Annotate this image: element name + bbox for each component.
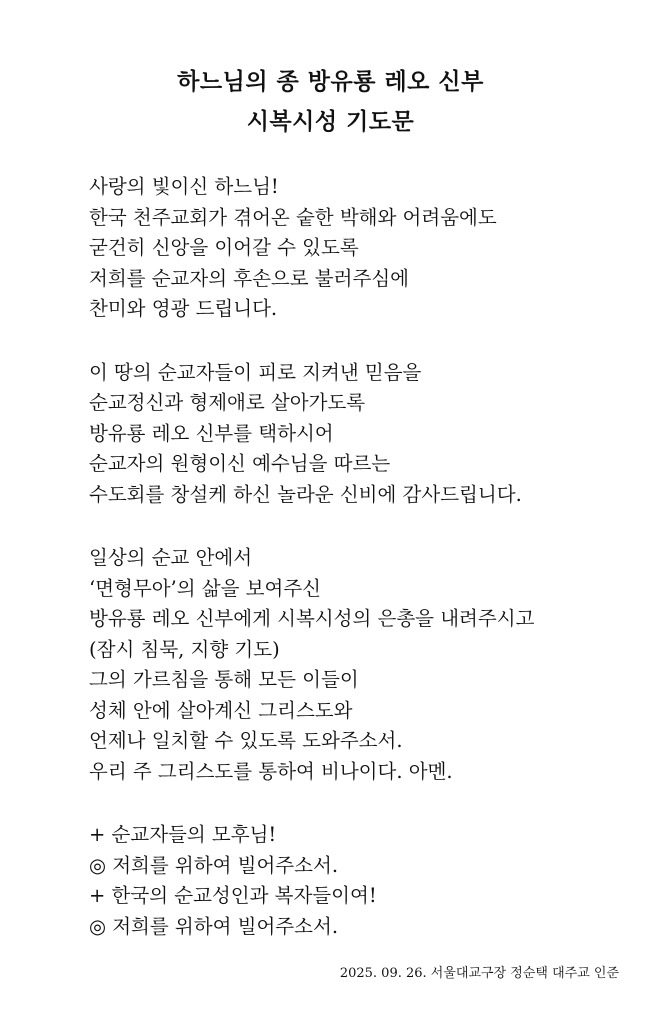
prayer-line: 사랑의 빛이신 하느님! (89, 175, 279, 198)
prayer-line: (잠시 침묵, 지향 기도) (89, 637, 280, 661)
stanza-1 (89, 172, 649, 325)
prayer-line: ◎ 저희를 위하여 빌어주소서. (89, 914, 339, 938)
prayer-line: ◎ 저희를 위하여 빌어주소서. (89, 853, 339, 877)
prayer-line: 방유룡 레오 신부를 택하시어 (89, 421, 334, 445)
prayer-body (89, 172, 649, 975)
prayer-line: 찬미와 영광 드립니다. (89, 297, 278, 320)
title-line-2: 시복시성 기도문 (246, 109, 415, 135)
prayer-line: + 한국의 순교성인과 복자들이여! (89, 884, 377, 907)
prayer-line: 순교자의 원형이신 예수님을 따르는 (89, 452, 391, 475)
prayer-line: 수도회를 창설케 하신 놀라운 신비에 감사드립니다. (89, 482, 522, 506)
prayer-line: 한국 천주교회가 겪어온 숱한 박해와 어려움에도 (89, 205, 497, 229)
stanza-3 (89, 543, 649, 787)
prayer-line: 성체 안에 살아계신 그리스도와 (89, 698, 353, 722)
stanza-2 (89, 358, 649, 511)
prayer-line: 굳건히 신앙을 이어갈 수 있도록 (89, 236, 359, 259)
prayer-line: 이 땅의 순교자들이 피로 지켜낸 믿음을 (89, 360, 422, 384)
prayer-line: + 순교자들의 모후님! (89, 823, 277, 846)
prayer-line: 일상의 순교 안에서 (89, 546, 253, 569)
stanza-4 (89, 820, 649, 942)
prayer-line: ‘면형무아’의 삶을 보여주신 (89, 576, 322, 600)
title-line-1: 하느님의 종 방유룡 레오 신부 (177, 69, 484, 95)
prayer-line: 순교정신과 형제애로 살아가도록 (89, 391, 366, 414)
prayer-line: 우리 주 그리스도를 통하여 비나이다. 아멘. (89, 759, 453, 783)
prayer-line: 방유룡 레오 신부에게 시복시성의 은총을 내려주시고 (89, 607, 535, 630)
prayer-line: 저희를 순교자의 후손으로 불러주심에 (89, 266, 409, 290)
document-title (0, 62, 661, 142)
prayer-line: 언제나 일치할 수 있도록 도와주소서. (89, 729, 403, 752)
approval-signature: 2025. 09. 26. 서울대교구장 정순택 대주교 인준 (339, 966, 619, 981)
prayer-line: 그의 가르침을 통해 모든 이들이 (89, 668, 359, 691)
